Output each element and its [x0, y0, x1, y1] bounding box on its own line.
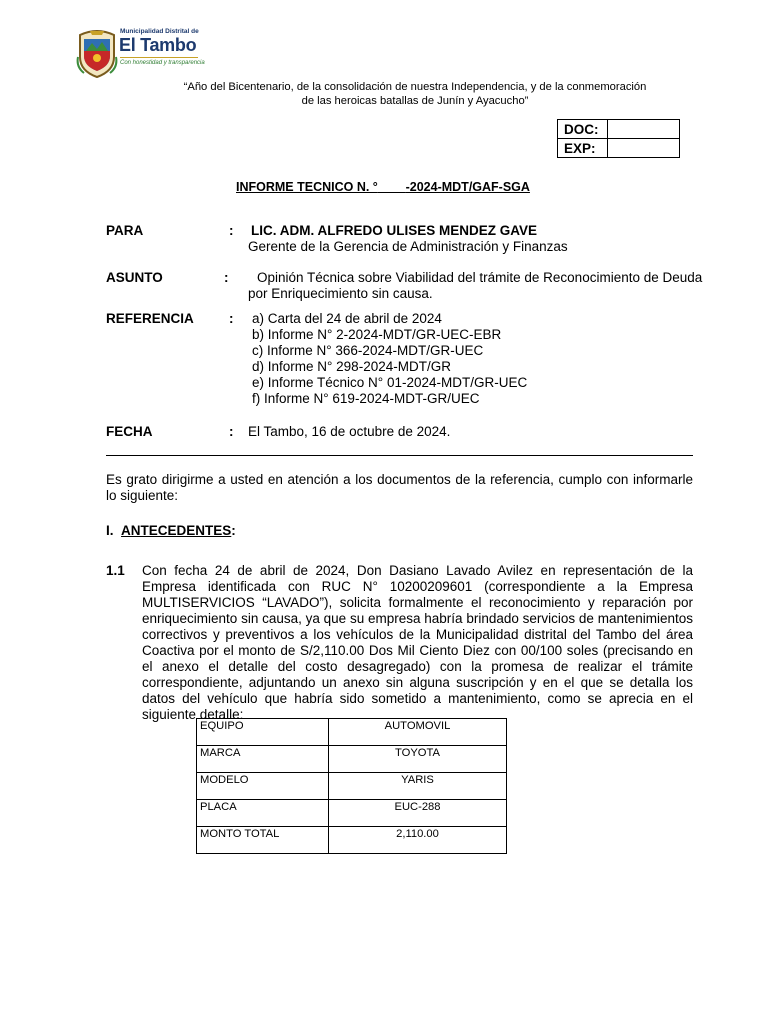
- table-cell-key: MONTO TOTAL: [197, 827, 329, 854]
- fecha-colon: :: [229, 424, 234, 439]
- municipality-logo: [76, 27, 205, 79]
- table-cell-key: MODELO: [197, 773, 329, 800]
- logo-title: El Tambo: [119, 35, 197, 55]
- fecha-value: El Tambo, 16 de octubre de 2024.: [248, 424, 451, 439]
- section-colon: :: [231, 523, 236, 538]
- referencia-item: f) Informe N° 619-2024-MDT-GR/UEC: [252, 391, 480, 406]
- asunto-line-1: Opinión Técnica sobre Viabilidad del trámite de Reconocimiento de Deuda: [257, 270, 703, 285]
- doc-value: [608, 120, 680, 139]
- asunto-colon: :: [224, 270, 229, 285]
- section-number: I.: [106, 523, 114, 538]
- table-cell-value: AUTOMOVIL: [329, 719, 507, 746]
- doc-exp-box: [557, 119, 680, 158]
- table-cell-value: 2,110.00: [329, 827, 507, 854]
- table-row: [197, 773, 507, 800]
- exp-label: EXP:: [558, 139, 608, 158]
- section-title: ANTECEDENTES: [121, 523, 232, 538]
- intro-paragraph: Es grato dirigirme a usted en atención a los documentos de la referencia, cumplo con informarle lo siguiente:: [106, 472, 693, 503]
- doc-label: DOC:: [558, 120, 608, 139]
- report-title-code: -2024-MDT/GAF-SGA: [405, 180, 530, 194]
- referencia-item: d) Informe N° 298-2024-MDT/GR: [252, 359, 451, 374]
- section-heading: [106, 523, 236, 538]
- report-title: [236, 180, 530, 194]
- table-cell-key: EQUIPO: [197, 719, 329, 746]
- logo-tagline: Con honestidad y transparencia: [120, 60, 205, 66]
- para-recipient-name: LIC. ADM. ALFREDO ULISES MENDEZ GAVE: [251, 223, 538, 238]
- table-cell-value: YARIS: [329, 773, 507, 800]
- table-cell-key: MARCA: [197, 746, 329, 773]
- exp-value: [608, 139, 680, 158]
- year-motto: “Año del Bicentenario, de la consolidación de nuestra Independencia, y de la conmemoración de las heroicas batallas de Junín y Ayacucho”: [183, 81, 647, 107]
- table-row: [197, 746, 507, 773]
- referencia-item: c) Informe N° 366-2024-MDT/GR-UEC: [252, 343, 484, 358]
- para-recipient-position: Gerente de la Gerencia de Administración y Finanzas: [248, 239, 568, 254]
- asunto-label: ASUNTO: [106, 270, 163, 285]
- table-row: [197, 800, 507, 827]
- vehicle-details-table: [196, 718, 507, 854]
- fecha-label: FECHA: [106, 424, 153, 439]
- referencia-label: REFERENCIA: [106, 311, 194, 326]
- para-colon: :: [229, 223, 234, 238]
- report-title-number: INFORME TECNICO N. °: [236, 180, 378, 194]
- coat-of-arms-icon: [76, 27, 118, 79]
- logo-divider: [120, 57, 198, 58]
- para-label: PARA: [106, 223, 144, 238]
- referencia-item: e) Informe Técnico N° 01-2024-MDT/GR-UEC: [252, 375, 528, 390]
- table-cell-key: PLACA: [197, 800, 329, 827]
- item-1-1-paragraph: Con fecha 24 de abril de 2024, Don Dasiano Lavado Avilez en representación de la Empresa identificada con RUC N° 10200209601 (correspondiente a la Empresa MULTISERVICIOS “LAVADO”), solicita formalmente el reconocimiento y reparación por enriquecimiento sin causa, ya que su empresa habría brindado servicios de mantenimientos correctivos y preventivos a los vehículos de la Municipalidad distrital del Tambo del área Coactiva por el monto de S/2,110.00 Dos Mil Ciento Diez con 00/100 soles (precisando en el anexo el detalle del costo desagregado) con la promesa de realizar el trámite correspondiente, adjuntando un anexo sin alguna suscripción y en el que se detalla los datos del vehículo que habría sido sometido a mantenimiento, como se aprecia en el siguiente detalle:: [142, 563, 693, 722]
- referencia-item: a) Carta del 24 de abril de 2024: [252, 311, 442, 326]
- item-number: 1.1: [106, 563, 125, 578]
- table-row: [197, 827, 507, 854]
- referencia-item: b) Informe N° 2-2024-MDT/GR-UEC-EBR: [252, 327, 502, 342]
- logo-subtitle: Municipalidad Distrital de: [120, 28, 199, 35]
- header-divider: [106, 455, 693, 456]
- referencia-list: [252, 311, 527, 407]
- table-cell-value: TOYOTA: [329, 746, 507, 773]
- referencia-colon: :: [229, 311, 234, 326]
- asunto-line-2: por Enriquecimiento sin causa.: [248, 286, 433, 301]
- table-row: [197, 719, 507, 746]
- table-cell-value: EUC-288: [329, 800, 507, 827]
